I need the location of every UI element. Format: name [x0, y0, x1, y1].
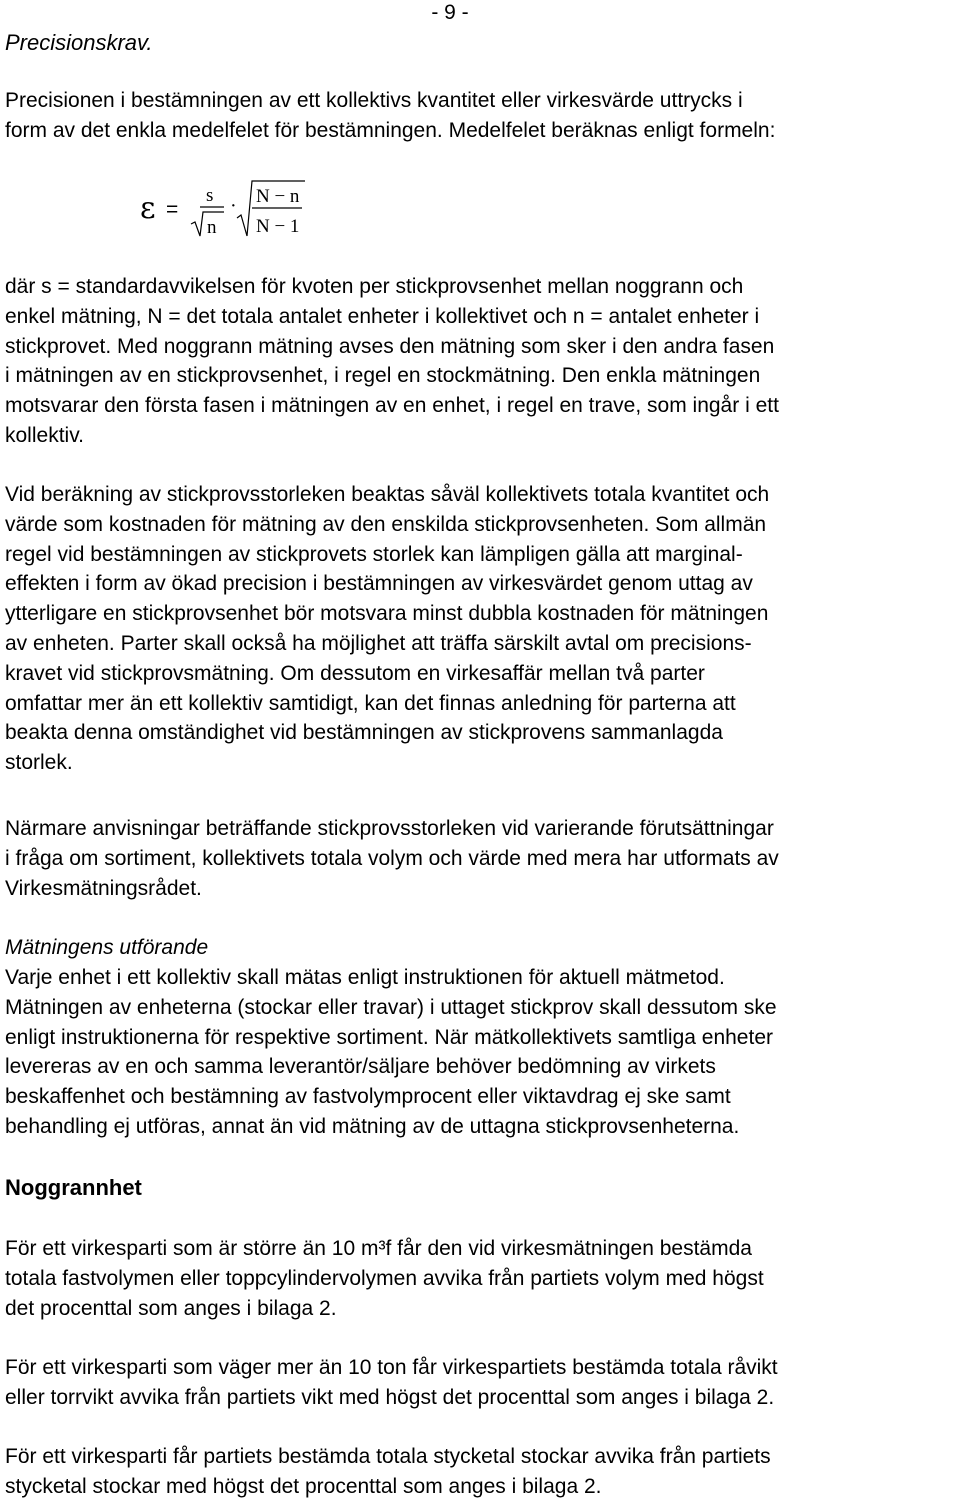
formula-epsilon: ε: [140, 191, 156, 226]
formula-numerator: N − n: [256, 186, 300, 207]
text-line: stickprovet. Med noggrann mätning avses den mätning som sker i den andra fasen: [5, 334, 775, 358]
text-line: regel vid bestämningen av stickprovets storlek kan lämpligen gälla att marginal-: [5, 542, 743, 566]
page-number: - 9 -: [431, 1, 469, 24]
text-line: ytterligare en stickprovsenhet bör motsvara minst dubbla kostnaden för mätningen: [5, 602, 769, 626]
text-line: Närmare anvisningar beträffande stickprovsstorleken vid varierande förutsättningar: [5, 817, 774, 840]
formula-n: n: [207, 217, 217, 238]
text-line: enligt instruktionerna för respektive sortiment. När mätkollektivets samtliga enheter: [5, 1025, 773, 1049]
formula-equals: =: [166, 198, 179, 221]
text-line: enkel mätning, N = det totala antalet enheter i kollektivet och n = antalet enheter i: [5, 304, 760, 328]
accuracy-paragraph-2: [5, 1353, 960, 1413]
text-line: Mätningen av enheterna (stockar eller travar) i uttaget stickprov skall dessutom ske: [5, 995, 777, 1019]
text-line: För ett virkesparti får partiets bestämda totala stycketal stockar avvika från partiets: [5, 1445, 771, 1468]
definitions-paragraph: [5, 272, 960, 451]
formula-graphic: [140, 176, 340, 256]
execution-paragraph: [5, 963, 960, 1142]
text-line: Vid beräkning av stickprovsstorleken beaktas såväl kollektivets totala kvantitet och: [5, 483, 770, 506]
text-line: beskaffenhet och bestämning av fastvolymprocent eller viktavdrag ej ske samt: [5, 1085, 731, 1109]
accuracy-paragraph-1: [5, 1234, 960, 1323]
text-line: totala fastvolymen eller toppcylindervolymen avvika från partiets volym med högst: [5, 1266, 764, 1290]
formula-s: s: [206, 185, 214, 206]
text-line: i fråga om sortiment, kollektivets totala volym och värde med mera har utformats av: [5, 846, 779, 870]
text-line: Virkesmätningsrådet.: [5, 876, 202, 900]
sample-size-paragraph: [5, 480, 960, 778]
text-line: motsvarar den första fasen i mätningen av en enhet, i regel en trave, som ingår i ett: [5, 394, 779, 418]
text-line: stycketal stockar med högst det procenttal som anges i bilaga 2.: [5, 1474, 602, 1498]
text-line: kravet vid stickprovsmätning. Om dessutom en virkesaffär mellan två parter: [5, 661, 705, 685]
section-heading-execution: Mätningens utförande: [5, 936, 209, 959]
section-heading-accuracy: Noggrannhet: [5, 1175, 142, 1200]
text-line: det procenttal som anges i bilaga 2.: [5, 1296, 337, 1320]
text-line: form av det enkla medelfelet för bestämningen. Medelfelet beräknas enligt formeln:: [5, 118, 776, 142]
text-line: eller torrvikt avvika från partiets vikt med högst det procenttal som anges i bilaga 2.: [5, 1385, 775, 1409]
running-title: Precisionskrav.: [5, 30, 153, 55]
text-line: omfattar mer än ett kollektiv samtidigt, kan det finnas anledning för parterna att: [5, 691, 736, 715]
text-line: beakta denna omständighet vid bestämningen av stickprovens sammanlagda: [5, 721, 723, 745]
intro-paragraph: [5, 86, 960, 146]
text-line: Varje enhet i ett kollektiv skall mätas enligt instruktionen för aktuell mätmetod.: [5, 966, 725, 989]
formula-dot: ·: [230, 195, 237, 217]
text-line: För ett virkesparti som väger mer än 10 ton får virkespartiets bestämda totala råvikt: [5, 1356, 778, 1379]
accuracy-paragraph-3: [5, 1442, 960, 1502]
formula-denominator: N − 1: [256, 216, 300, 237]
text-line: Precisionen i bestämningen av ett kollektivs kvantitet eller virkesvärde uttrycks i: [5, 89, 743, 112]
text-line: För ett virkesparti som är större än 10 m³f får den vid virkesmätningen bestämda: [5, 1237, 752, 1260]
text-line: där s = standardavvikelsen för kvoten per stickprovsenhet mellan noggrann och: [5, 275, 744, 298]
text-line: effekten i form av ökad precision i bestämningen av virkesvärdet genom uttag av: [5, 572, 753, 596]
text-line: i mätningen av en stickprovsenhet, i regel en stockmätning. Den enkla mätningen: [5, 364, 761, 388]
text-line: värde som kostnaden för mätning av den enskilda stickprovsenheten. Som allmän: [5, 512, 767, 536]
text-line: av enheten. Parter skall också ha möjlighet att träffa särskilt avtal om precisions-: [5, 631, 752, 655]
text-line: levereras av en och samma leverantör/säljare behöver bedömning av virkets: [5, 1055, 716, 1079]
precision-formula: [140, 176, 340, 256]
text-line: behandling ej utföras, annat än vid mätning av de uttagna stickprovsenheterna.: [5, 1114, 740, 1138]
guidance-paragraph: [5, 814, 960, 903]
text-line: storlek.: [5, 751, 73, 775]
text-line: kollektiv.: [5, 423, 84, 447]
